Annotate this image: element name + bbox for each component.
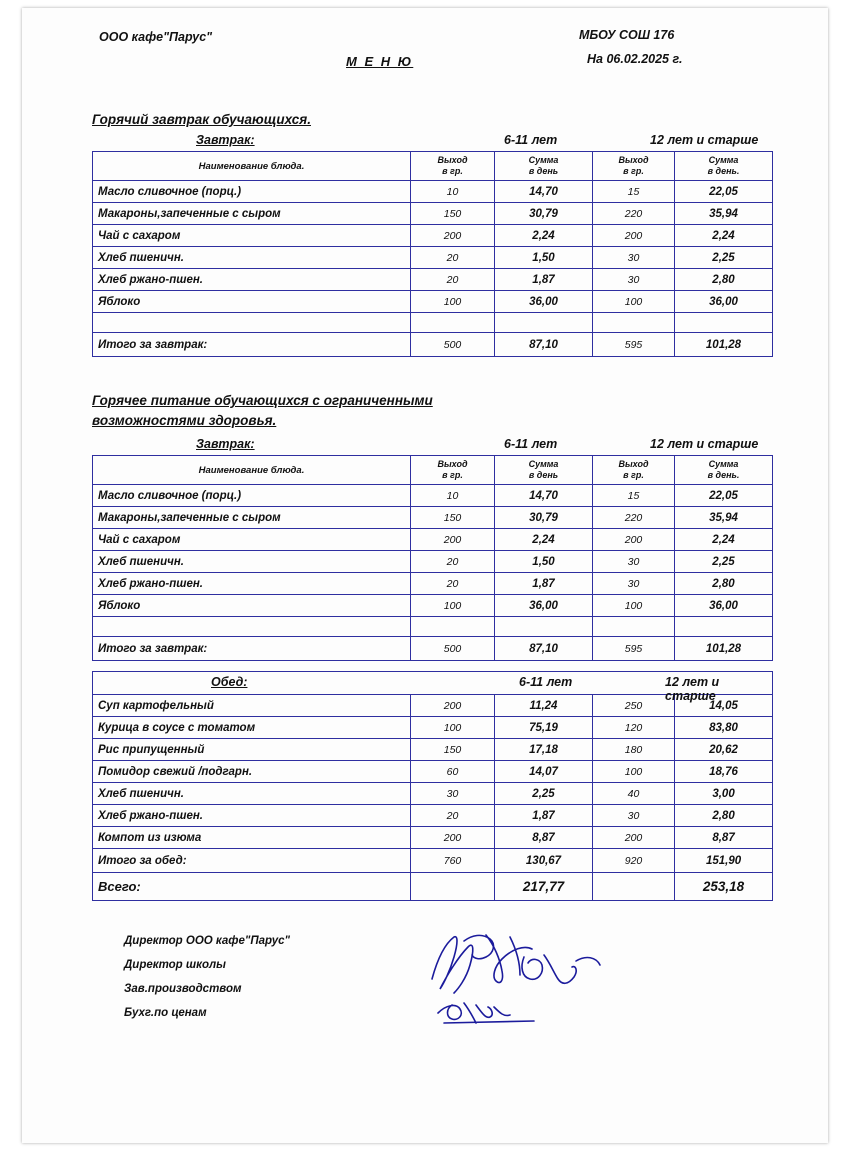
dish-sum-1: 2,24 — [495, 529, 593, 551]
dish-name: Рис припущенный — [93, 739, 411, 761]
dish-name: Курица в соусе с томатом — [93, 717, 411, 739]
col-header-out-2 — [593, 456, 675, 485]
table-row — [93, 739, 773, 761]
dish-name: Суп картофельный — [93, 695, 411, 717]
dish-name: Хлеб пшеничн. — [93, 551, 411, 573]
dish-name: Хлеб пшеничн. — [93, 783, 411, 805]
dish-out-1: 20 — [411, 551, 495, 573]
table-row — [93, 247, 773, 269]
total-sum-2: 101,28 — [675, 637, 773, 661]
col-header-sum-1 — [495, 456, 593, 485]
col-header-out-1 — [411, 456, 495, 485]
dish-sum-1: 75,19 — [495, 717, 593, 739]
dish-out-2: 220 — [593, 203, 675, 225]
dish-sum-2: 2,25 — [675, 551, 773, 573]
dish-out-1: 20 — [411, 247, 495, 269]
dish-out-1: 100 — [411, 291, 495, 313]
total-sum-1: 130,67 — [495, 849, 593, 873]
dish-out-2: 200 — [593, 529, 675, 551]
table-header-row — [93, 456, 773, 485]
dish-sum-1: 2,24 — [495, 225, 593, 247]
dish-sum-1: 1,50 — [495, 551, 593, 573]
grand-total-label: Всего: — [93, 873, 411, 901]
signature-block — [124, 935, 774, 1055]
grand-total-sum-1: 217,77 — [495, 873, 593, 901]
section-title-ovz-line1: Горячее питание обучающихся с ограниченными — [92, 393, 433, 408]
table-row-total — [93, 849, 773, 873]
col-header-out-2-top: Выход — [618, 459, 649, 469]
col-header-out-2-top: Выход — [618, 155, 649, 165]
dish-sum-1: 14,70 — [495, 181, 593, 203]
meal-label: Обед: — [211, 675, 248, 689]
handwritten-signature — [424, 927, 644, 1037]
table-row — [93, 595, 773, 617]
dish-out-2: 200 — [593, 827, 675, 849]
dish-sum-2: 35,94 — [675, 507, 773, 529]
dish-out-2: 30 — [593, 247, 675, 269]
dish-name: Компот из изюма — [93, 827, 411, 849]
total-sum-1: 87,10 — [495, 333, 593, 357]
empty-cell — [93, 313, 411, 333]
empty-cell — [675, 617, 773, 637]
dish-out-1: 200 — [411, 695, 495, 717]
school-name: МБОУ СОШ 176 — [579, 28, 675, 42]
table-row-total — [93, 333, 773, 357]
dish-sum-1: 1,87 — [495, 269, 593, 291]
dish-out-1: 10 — [411, 181, 495, 203]
page-title: М Е Н Ю — [346, 54, 414, 69]
dish-out-1: 20 — [411, 269, 495, 291]
total-out-1: 760 — [411, 849, 495, 873]
table-row — [93, 225, 773, 247]
col-header-sum-2-top: Сумма — [708, 459, 739, 469]
menu-date: На 06.02.2025 г. — [587, 52, 683, 66]
dish-sum-1: 30,79 — [495, 203, 593, 225]
empty-cell — [495, 617, 593, 637]
dish-sum-2: 2,24 — [675, 225, 773, 247]
col-header-dish: Наименование блюда. — [93, 152, 411, 181]
dish-out-2: 180 — [593, 739, 675, 761]
meal-band-breakfast-2 — [74, 437, 774, 455]
meal-band-breakfast-1 — [74, 133, 774, 151]
signature-line-director-school: Директор школы — [124, 959, 226, 971]
col-header-sum-1-bottom: в день — [528, 166, 559, 176]
dish-sum-2: 2,80 — [675, 805, 773, 827]
table-row — [93, 203, 773, 225]
dish-sum-1: 1,50 — [495, 247, 593, 269]
total-out-1: 500 — [411, 637, 495, 661]
dish-name: Масло сливочное (порц.) — [93, 485, 411, 507]
dish-out-1: 10 — [411, 485, 495, 507]
meal-band-lunch — [93, 672, 773, 703]
table-row — [93, 291, 773, 313]
total-label: Итого за обед: — [93, 849, 411, 873]
grand-total-sum-2: 253,18 — [675, 873, 773, 901]
table-breakfast-2 — [92, 455, 773, 661]
dish-out-2: 30 — [593, 551, 675, 573]
col-header-out-2-bottom: в гр. — [623, 470, 644, 480]
table-row — [93, 529, 773, 551]
dish-out-1: 20 — [411, 573, 495, 595]
paper-sheet — [22, 8, 828, 1143]
dish-sum-2: 20,62 — [675, 739, 773, 761]
dish-out-1: 60 — [411, 761, 495, 783]
age-group-1-label: 6-11 лет — [519, 675, 573, 689]
col-header-out-2 — [593, 152, 675, 181]
dish-name: Масло сливочное (порц.) — [93, 181, 411, 203]
empty-cell — [411, 313, 495, 333]
dish-sum-1: 36,00 — [495, 595, 593, 617]
total-sum-2: 151,90 — [675, 849, 773, 873]
section-title-ovz — [92, 391, 774, 431]
dish-name: Хлеб ржано-пшен. — [93, 805, 411, 827]
dish-out-1: 100 — [411, 717, 495, 739]
empty-cell — [93, 617, 411, 637]
table-row — [93, 827, 773, 849]
dish-out-2: 30 — [593, 805, 675, 827]
dish-sum-2: 2,25 — [675, 247, 773, 269]
dish-out-2: 250 — [593, 695, 675, 717]
dish-out-1: 150 — [411, 507, 495, 529]
dish-out-1: 150 — [411, 203, 495, 225]
dish-sum-1: 11,24 — [495, 695, 593, 717]
total-out-2: 595 — [593, 333, 675, 357]
table-header-row — [93, 152, 773, 181]
total-out-2: 920 — [593, 849, 675, 873]
table-row — [93, 761, 773, 783]
dish-out-2: 100 — [593, 291, 675, 313]
dish-sum-1: 30,79 — [495, 507, 593, 529]
dish-name: Хлеб ржано-пшен. — [93, 269, 411, 291]
dish-sum-2: 36,00 — [675, 291, 773, 313]
dish-name: Яблоко — [93, 595, 411, 617]
section-title-ovz-line2: возможностями здоровья. — [92, 413, 277, 428]
col-header-sum-2-top: Сумма — [708, 155, 739, 165]
col-header-out-1-top: Выход — [437, 459, 468, 469]
dish-sum-2: 3,00 — [675, 783, 773, 805]
col-header-sum-1-top: Сумма — [528, 459, 559, 469]
col-header-out-1 — [411, 152, 495, 181]
dish-sum-2: 22,05 — [675, 181, 773, 203]
dish-name: Помидор свежий /подгарн. — [93, 761, 411, 783]
dish-name: Хлеб ржано-пшен. — [93, 573, 411, 595]
dish-out-2: 120 — [593, 717, 675, 739]
dish-sum-2: 2,24 — [675, 529, 773, 551]
dish-sum-1: 14,07 — [495, 761, 593, 783]
table-row — [93, 485, 773, 507]
dish-sum-2: 36,00 — [675, 595, 773, 617]
age-group-1-label: 6-11 лет — [504, 133, 558, 147]
dish-out-2: 100 — [593, 595, 675, 617]
table-row-empty — [93, 617, 773, 637]
table-row — [93, 805, 773, 827]
table-row — [93, 269, 773, 291]
total-out-2: 595 — [593, 637, 675, 661]
table-row-empty — [93, 313, 773, 333]
dish-out-2: 220 — [593, 507, 675, 529]
total-label: Итого за завтрак: — [93, 333, 411, 357]
col-header-out-1-top: Выход — [437, 155, 468, 165]
table-row — [93, 181, 773, 203]
empty-cell — [593, 617, 675, 637]
table-row — [93, 573, 773, 595]
meal-label: Завтрак: — [196, 133, 255, 147]
col-header-sum-2-bottom: в день. — [707, 166, 740, 176]
age-group-2-label: 12 лет и старше — [665, 675, 720, 703]
dish-sum-2: 83,80 — [675, 717, 773, 739]
dish-out-1: 200 — [411, 225, 495, 247]
col-header-dish: Наименование блюда. — [93, 456, 411, 485]
dish-out-2: 200 — [593, 225, 675, 247]
total-label: Итого за завтрак: — [93, 637, 411, 661]
grand-total-out-1 — [411, 873, 495, 901]
dish-sum-2: 22,05 — [675, 485, 773, 507]
dish-sum-1: 8,87 — [495, 827, 593, 849]
meal-label: Завтрак: — [196, 437, 255, 451]
dish-out-2: 40 — [593, 783, 675, 805]
age-group-2-label: 12 лет и старше — [650, 437, 759, 451]
empty-cell — [495, 313, 593, 333]
table-row-total — [93, 637, 773, 661]
dish-sum-2: 14,05 — [675, 695, 773, 717]
table-row-grand-total — [93, 873, 773, 901]
section-title-hot-breakfast: Горячий завтрак обучающихся. — [92, 112, 311, 127]
empty-cell — [593, 313, 675, 333]
total-sum-2: 101,28 — [675, 333, 773, 357]
table-row — [93, 783, 773, 805]
dish-sum-2: 2,80 — [675, 269, 773, 291]
document-header — [74, 22, 774, 78]
signature-line-production-manager: Зав.производством — [124, 983, 242, 995]
col-header-out-1-bottom: в гр. — [442, 470, 463, 480]
dish-sum-1: 1,87 — [495, 805, 593, 827]
table-row — [93, 717, 773, 739]
dish-sum-2: 18,76 — [675, 761, 773, 783]
col-header-sum-1 — [495, 152, 593, 181]
company-name: ООО кафе"Парус" — [99, 30, 213, 44]
signature-line-accountant: Бухг.по ценам — [124, 1007, 207, 1019]
meal-band-lunch-row — [93, 672, 773, 695]
empty-cell — [675, 313, 773, 333]
dish-sum-1: 2,25 — [495, 783, 593, 805]
age-group-1-label: 6-11 лет — [504, 437, 558, 451]
table-row — [93, 551, 773, 573]
dish-name: Чай с сахаром — [93, 529, 411, 551]
dish-name: Яблоко — [93, 291, 411, 313]
table-lunch — [92, 671, 773, 901]
col-header-out-2-bottom: в гр. — [623, 166, 644, 176]
col-header-sum-1-top: Сумма — [528, 155, 559, 165]
dish-out-1: 200 — [411, 529, 495, 551]
col-header-sum-2 — [675, 152, 773, 181]
dish-name: Макароны,запеченные с сыром — [93, 507, 411, 529]
dish-sum-1: 17,18 — [495, 739, 593, 761]
dish-out-1: 200 — [411, 827, 495, 849]
col-header-sum-1-bottom: в день — [528, 470, 559, 480]
dish-sum-2: 8,87 — [675, 827, 773, 849]
dish-out-2: 15 — [593, 181, 675, 203]
total-out-1: 500 — [411, 333, 495, 357]
dish-out-2: 15 — [593, 485, 675, 507]
col-header-sum-2-bottom: в день. — [707, 470, 740, 480]
col-header-sum-2 — [675, 456, 773, 485]
dish-out-1: 20 — [411, 805, 495, 827]
col-header-out-1-bottom: в гр. — [442, 166, 463, 176]
dish-sum-1: 36,00 — [495, 291, 593, 313]
dish-out-1: 100 — [411, 595, 495, 617]
dish-out-1: 150 — [411, 739, 495, 761]
dish-sum-2: 2,80 — [675, 573, 773, 595]
table-row — [93, 507, 773, 529]
dish-sum-1: 1,87 — [495, 573, 593, 595]
grand-total-out-2 — [593, 873, 675, 901]
empty-cell — [411, 617, 495, 637]
age-group-2-label: 12 лет и старше — [650, 133, 759, 147]
dish-name: Макароны,запеченные с сыром — [93, 203, 411, 225]
document-content — [74, 22, 774, 1055]
total-sum-1: 87,10 — [495, 637, 593, 661]
dish-name: Хлеб пшеничн. — [93, 247, 411, 269]
dish-out-1: 30 — [411, 783, 495, 805]
dish-sum-2: 35,94 — [675, 203, 773, 225]
dish-name: Чай с сахаром — [93, 225, 411, 247]
dish-out-2: 30 — [593, 269, 675, 291]
signature-line-director-cafe: Директор ООО кафе"Парус" — [124, 935, 290, 947]
dish-out-2: 30 — [593, 573, 675, 595]
dish-out-2: 100 — [593, 761, 675, 783]
table-breakfast-1 — [92, 151, 773, 357]
dish-sum-1: 14,70 — [495, 485, 593, 507]
